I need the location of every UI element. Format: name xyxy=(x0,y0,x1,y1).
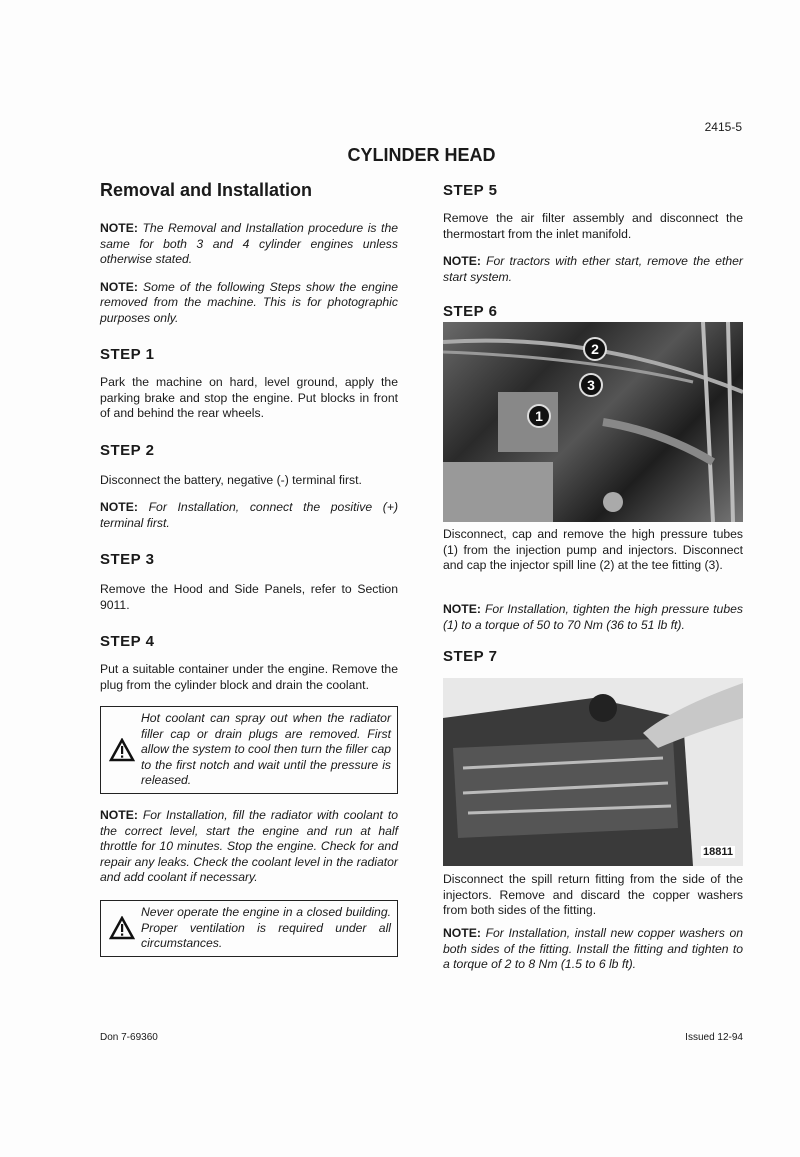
step5-note: NOTE: For tractors with ether start, remove the ether start system. xyxy=(443,254,743,284)
step2-text: Disconnect the battery, negative (-) terminal first. xyxy=(100,472,362,487)
step2-note: NOTE: For Installation, connect the positive (+) terminal first. xyxy=(100,500,398,530)
step6-photo xyxy=(443,322,743,522)
callout-1: 1 xyxy=(527,404,551,428)
warning-triangle-icon xyxy=(109,738,135,762)
step7-photo xyxy=(443,678,743,866)
warning-ventilation xyxy=(100,900,398,957)
step7-note: NOTE: For Installation, install new copper washers on both sides of the fitting. Install the fitting and tighten to a torque of 2 to 8 Nm (1.5 to 6 lb ft). xyxy=(443,926,744,971)
step1-heading: STEP 1 xyxy=(100,346,155,363)
left-column xyxy=(100,180,398,693)
warning-triangle-icon xyxy=(109,916,135,940)
page-number: 2415-5 xyxy=(704,120,742,134)
step3-text: Remove the Hood and Side Panels, refer to Section 9011. xyxy=(100,582,398,612)
warning-text: Hot coolant can spray out when the radiator filler cap or drain plugs are removed. First allow the system to cool then turn the filler cap to the first notch and wait until the pressure is released. xyxy=(141,711,391,787)
step7-heading: STEP 7 xyxy=(443,648,498,665)
step6-note: NOTE: For Installation, tighten the high pressure tubes (1) to a torque of 50 to 70 Nm (36 to 51 lb ft). xyxy=(443,602,743,632)
section-heading: Removal and Installation xyxy=(100,180,313,200)
footer-issued-date: Issued 12-94 xyxy=(685,1032,743,1043)
step6-heading: STEP 6 xyxy=(443,303,498,320)
callout-3: 3 xyxy=(579,373,603,397)
step4-heading: STEP 4 xyxy=(100,633,155,650)
valve-cover-photo-graphic xyxy=(443,678,743,866)
note-coolant-fill: NOTE: For Installation, fill the radiator with coolant to the correct level, start the engine and run at half throttle for 10 minutes. Stop the engine. Check for and repair any leaks. Check the coolant level in the radiator and add coolant if necessary. xyxy=(100,808,398,884)
page-title: CYLINDER HEAD xyxy=(347,145,496,165)
step2-heading: STEP 2 xyxy=(100,441,155,459)
step7-text: Disconnect the spill return fitting from the side of the injectors. Remove and discard the copper washers from both sides of the fitting. xyxy=(443,872,743,917)
warning-hot-coolant xyxy=(100,706,398,794)
footer-doc-number: Don 7-69360 xyxy=(100,1032,158,1043)
warning-text: Never operate the engine in a closed building. Proper ventilation is required under all circumstances. xyxy=(141,905,391,950)
step5-text: Remove the air filter assembly and disconnect the thermostart from the inlet manifold. xyxy=(443,211,743,241)
step5-heading: STEP 5 xyxy=(443,182,498,199)
note-procedure: NOTE: The Removal and Installation procedure is the same for both 3 and 4 cylinder engines unless otherwise stated. xyxy=(100,221,398,266)
note-photographic: NOTE: Some of the following Steps show the engine removed from the machine. This is for photographic purposes only. xyxy=(100,279,398,325)
step4-text: Put a suitable container under the engine. Remove the plug from the cylinder block and drain the coolant. xyxy=(100,662,398,692)
step5-block xyxy=(443,182,743,285)
step3-heading: STEP 3 xyxy=(100,551,155,568)
callout-2: 2 xyxy=(583,337,607,361)
photo-id-label: 18811 xyxy=(703,846,733,858)
step1-text: Park the machine on hard, level ground, apply the parking brake and stop the engine. Put blocks in front of and behind the rear wheels. xyxy=(100,375,398,420)
step6-text: Disconnect, cap and remove the high pressure tubes (1) from the injection pump and injectors. Disconnect and cap the injector spill line (2) at the tee fitting (3). xyxy=(443,527,743,572)
